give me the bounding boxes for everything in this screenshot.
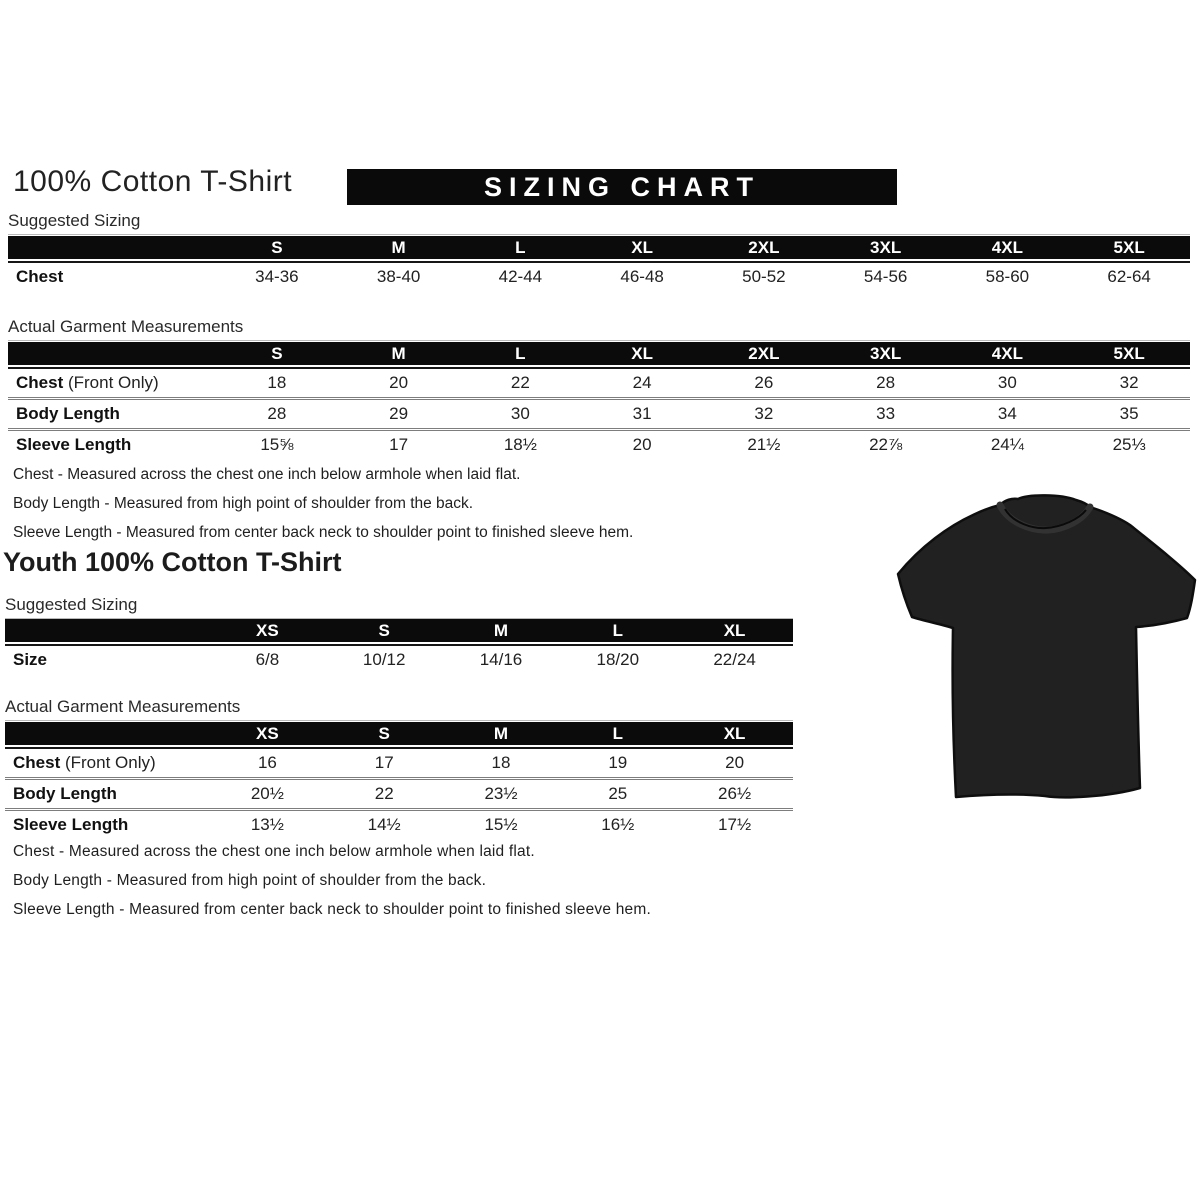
measurement-value: 13½ — [250, 815, 284, 834]
youth-measurement-notes — [13, 843, 651, 930]
size-column-header: 2XL — [748, 343, 780, 363]
measurement-value: 19 — [608, 753, 628, 772]
measurement-value: 18/20 — [596, 650, 640, 669]
measurement-value: 18 — [491, 753, 511, 772]
measurement-value: 22 — [374, 784, 394, 803]
size-column-header: 3XL — [870, 237, 902, 257]
adult-suggested-sizing-label: Suggested Sizing — [8, 211, 1190, 235]
measurement-value: 30 — [997, 373, 1017, 392]
youth-section-title: Youth 100% Cotton T-Shirt — [3, 547, 342, 577]
note-sleeve-length: Sleeve Length - Measured from center back neck to shoulder point to finished sleeve hem. — [13, 524, 634, 541]
measurement-value: 14½ — [367, 815, 401, 834]
measurement-value: 22/24 — [713, 650, 756, 669]
measurement-value: 23½ — [484, 784, 518, 803]
measurement-value: 50-52 — [742, 267, 786, 286]
measurement-value: 18½ — [503, 435, 537, 454]
size-column-header: L — [515, 237, 526, 257]
measurement-value: 32 — [1119, 373, 1139, 392]
size-column-header: L — [612, 723, 623, 743]
size-column-header: M — [391, 237, 406, 257]
note-body-length: Body Length - Measured from high point of shoulder from the back. — [13, 495, 474, 512]
size-column-header: L — [515, 343, 526, 363]
adult-actual-measurements-table — [8, 342, 1190, 459]
measurement-value: 24¼ — [990, 435, 1024, 454]
size-column-header: S — [271, 237, 283, 257]
measurement-value: 26½ — [718, 784, 752, 803]
adult-section-title: 100% Cotton T-Shirt — [13, 165, 293, 198]
row-label: Chest — [16, 267, 64, 286]
measurement-value: 35 — [1119, 404, 1139, 423]
measurement-value: 16½ — [601, 815, 635, 834]
size-column-header: 2XL — [748, 237, 780, 257]
table-header-row — [8, 236, 1190, 261]
measurement-value: 17 — [374, 753, 394, 772]
measurement-value: 15½ — [484, 815, 518, 834]
size-column-header: 5XL — [1113, 237, 1145, 257]
table-row — [8, 397, 1190, 428]
table-row — [8, 428, 1190, 459]
measurement-value: 6/8 — [255, 650, 280, 669]
measurement-value: 16 — [257, 753, 277, 772]
adult-measurement-notes — [13, 466, 633, 553]
table-header-row — [8, 342, 1190, 367]
table-row — [5, 646, 793, 674]
measurement-value: 18 — [267, 373, 287, 392]
youth-actual-measurements-label: Actual Garment Measurements — [5, 697, 793, 721]
measurement-value: 22⅞ — [869, 435, 903, 454]
measurement-value: 31 — [632, 404, 652, 423]
black-tshirt-image — [893, 470, 1200, 802]
youth-suggested-sizing-label: Suggested Sizing — [5, 595, 793, 619]
size-column-header: M — [493, 620, 509, 640]
sizing-chart-banner-label: SIZING CHART — [484, 171, 760, 202]
row-label: Body Length — [13, 784, 117, 803]
measurement-value: 34 — [997, 404, 1017, 423]
size-column-header: XL — [723, 620, 746, 640]
measurement-value: 25⅓ — [1112, 435, 1146, 454]
measurement-value: 46-48 — [620, 267, 664, 286]
measurement-value: 62-64 — [1107, 267, 1151, 286]
size-column-header: M — [493, 723, 509, 743]
measurement-value: 38-40 — [376, 267, 421, 286]
measurement-value: 30 — [510, 404, 530, 423]
measurement-value: 20½ — [250, 784, 284, 803]
size-column-header: XS — [256, 620, 279, 640]
measurement-value: 26 — [754, 373, 774, 392]
row-label: Size — [13, 650, 48, 669]
measurement-value: 33 — [876, 404, 896, 423]
measurement-value: 34-36 — [255, 267, 299, 286]
size-column-header: S — [378, 723, 390, 743]
youth-actual-measurements-table — [5, 722, 793, 839]
measurement-value: 54-56 — [863, 267, 908, 286]
measurement-value: 24 — [632, 373, 652, 392]
note-sleeve-length: Sleeve Length - Measured from center back neck to shoulder point to finished sleeve hem. — [13, 901, 651, 918]
table-row — [5, 777, 793, 808]
size-column-header: 5XL — [1113, 343, 1145, 363]
measurement-value: 25 — [608, 784, 628, 803]
measurement-value: 20 — [725, 753, 745, 772]
measurement-value: 58-60 — [985, 267, 1030, 286]
measurement-value: 28 — [876, 373, 896, 392]
measurement-value: 32 — [754, 404, 774, 423]
table-row — [5, 749, 793, 777]
sizing-chart-banner — [347, 169, 897, 205]
table-header-row — [5, 722, 793, 747]
note-chest: Chest - Measured across the chest one inch below armhole when laid flat. — [13, 466, 521, 483]
measurement-value: 20 — [632, 435, 652, 454]
table-header-row — [5, 619, 793, 644]
row-label: Chest (Front Only) — [13, 753, 156, 772]
row-label: Body Length — [16, 404, 120, 423]
measurement-value: 10/12 — [362, 650, 406, 669]
tshirt-silhouette — [898, 495, 1195, 797]
measurement-value: 22 — [510, 373, 530, 392]
size-column-header: XL — [631, 343, 653, 363]
measurement-value: 20 — [389, 373, 409, 392]
measurement-value: 28 — [267, 404, 287, 423]
table-row — [8, 369, 1190, 397]
measurement-value: 17½ — [718, 815, 752, 834]
table-row — [5, 808, 793, 839]
size-column-header: M — [391, 343, 406, 363]
measurement-value: 29 — [389, 404, 409, 423]
adult-actual-measurements-label: Actual Garment Measurements — [8, 317, 1190, 341]
size-column-header: XL — [723, 723, 746, 743]
row-label: Chest (Front Only) — [16, 373, 159, 392]
note-body-length: Body Length - Measured from high point of shoulder from the back. — [13, 872, 487, 889]
note-chest: Chest - Measured across the chest one inch below armhole when laid flat. — [13, 843, 535, 860]
adult-suggested-sizing-table — [8, 236, 1190, 291]
row-label: Sleeve Length — [16, 435, 132, 454]
size-column-header: 3XL — [870, 343, 902, 363]
measurement-value: 42-44 — [498, 267, 543, 286]
youth-suggested-sizing-table — [5, 619, 793, 674]
measurement-value: 14/16 — [479, 650, 523, 669]
size-column-header: 4XL — [991, 237, 1023, 257]
size-column-header: S — [271, 343, 283, 363]
measurement-value: 21½ — [747, 435, 781, 454]
table-row — [8, 263, 1190, 291]
measurement-value: 15⅝ — [260, 435, 294, 454]
size-column-header: 4XL — [991, 343, 1023, 363]
size-column-header: L — [612, 620, 623, 640]
size-column-header: XS — [256, 723, 279, 743]
measurement-value: 17 — [389, 435, 409, 454]
row-label: Sleeve Length — [13, 815, 129, 834]
size-column-header: XL — [631, 237, 653, 257]
size-column-header: S — [378, 620, 390, 640]
